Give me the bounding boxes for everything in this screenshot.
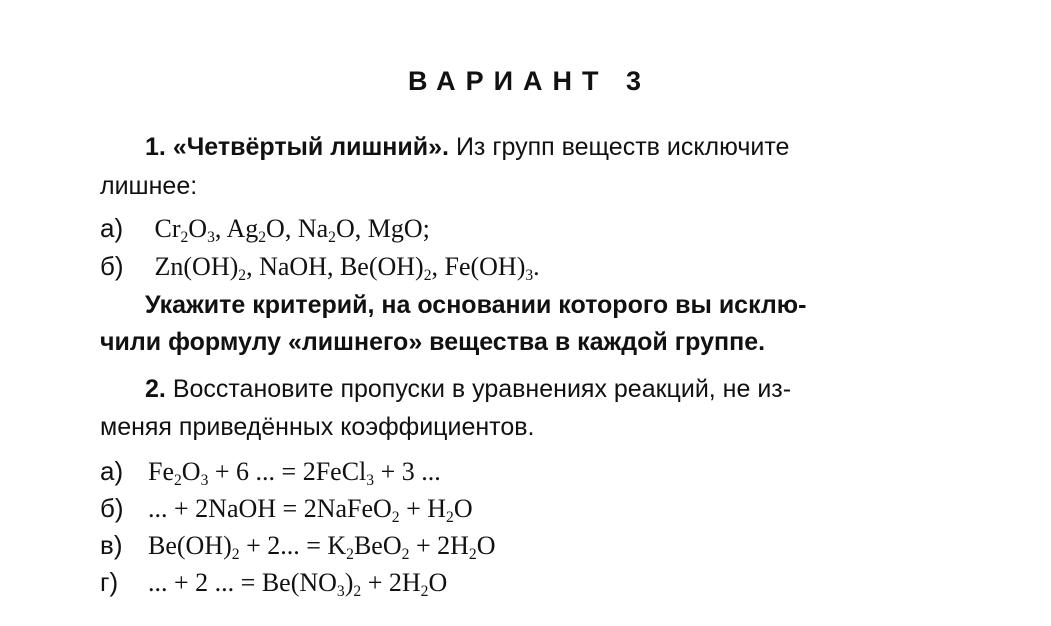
formula-text: , <box>284 214 298 243</box>
task2-instruction: Восстановите пропуски в уравнениях реакций, не из- <box>172 375 792 403</box>
equation-formula <box>148 457 441 489</box>
subscript: 3 <box>336 583 345 600</box>
formula-text: ; <box>422 214 430 243</box>
formula-text: O <box>266 214 285 243</box>
item-a-label: а) <box>100 213 124 243</box>
task2-line2: меняя приведённых коэффициентов. <box>100 413 535 441</box>
formula-text: , <box>431 252 445 281</box>
subscript: 2 <box>391 509 400 526</box>
formula-text: O <box>476 531 496 560</box>
task1-number: 1. <box>145 133 166 161</box>
equation-formula <box>148 531 496 563</box>
equation-label: г) <box>100 567 119 597</box>
formula-text: Zn(OH) <box>154 252 239 281</box>
formula-text: Be(OH) <box>148 531 232 560</box>
formula-text: NaOH <box>259 252 327 281</box>
subscript: 3 <box>525 267 534 284</box>
subscript: 2 <box>180 229 189 246</box>
subscript: 2 <box>353 583 362 600</box>
formula-text: Ag <box>226 214 259 243</box>
equation-formula <box>148 494 473 526</box>
equation-label: а) <box>100 456 124 486</box>
item-a-formulas <box>154 214 430 246</box>
subscript: 2 <box>346 546 354 563</box>
subscript: 2 <box>328 229 336 246</box>
formula-text: Na <box>297 214 329 243</box>
formula-text: + H <box>399 494 447 523</box>
task1-criterion-line1: Укажите критерий, на основании которого вы исклю- <box>145 291 807 319</box>
formula-text: ... + 2 ... = Be(NO <box>148 568 337 597</box>
subscript: 2 <box>420 583 429 600</box>
equation-formula <box>148 568 448 600</box>
formula-text: Fe(OH) <box>444 252 526 281</box>
formula-text: BeO <box>353 531 402 560</box>
formula-text: O <box>335 214 355 243</box>
subscript: 2 <box>238 267 247 284</box>
formula-text: ... + 2NaOH = 2NaFeO <box>148 494 392 523</box>
item-b-formulas <box>154 252 540 284</box>
task2-number: 2. <box>145 375 166 403</box>
equation-label: б) <box>100 493 124 523</box>
formula-text: , <box>246 252 260 281</box>
formula-text: + 2H <box>361 568 421 597</box>
task2-line1 <box>145 373 791 405</box>
formula-text: + 2H <box>409 531 469 560</box>
equation-item <box>100 455 441 488</box>
subscript: 2 <box>468 546 477 563</box>
formula-text: O <box>453 494 473 523</box>
formula-text: + 2... = K <box>239 531 347 560</box>
formula-text: , <box>326 252 340 281</box>
subscript: 2 <box>231 546 240 563</box>
task1-line2: лишнее: <box>100 172 198 200</box>
item-b-label: б) <box>100 251 124 281</box>
subscript: 2 <box>174 472 182 489</box>
task1-item-a <box>100 212 430 245</box>
formula-text: + 6 ... = 2FeCl <box>208 457 367 486</box>
task1-instruction: Из групп веществ исключите <box>455 133 790 161</box>
subscript: 3 <box>200 472 209 489</box>
formula-text: . <box>533 252 540 281</box>
task1-item-b <box>100 250 540 283</box>
task1-criterion-line2: чили формулу «лишнего» вещества в каждой группе. <box>100 328 766 356</box>
subscript: 2 <box>401 546 410 563</box>
subscript: 2 <box>446 509 454 526</box>
formula-text: , <box>354 214 368 243</box>
formula-text: O <box>188 214 208 243</box>
formula-text: MgO <box>367 214 423 243</box>
equation-item <box>100 529 495 562</box>
formula-text: , <box>214 214 227 243</box>
equation-item <box>100 492 473 525</box>
equation-label: в) <box>100 530 123 560</box>
subscript: 2 <box>258 229 267 246</box>
formula-text: ) <box>344 568 354 597</box>
subscript: 3 <box>366 472 375 489</box>
subscript: 3 <box>207 229 215 246</box>
formula-text: Fe <box>148 457 174 486</box>
formula-text: O <box>428 568 448 597</box>
formula-text: O <box>181 457 201 486</box>
task1-heading: «Четвёртый лишний». <box>172 133 449 161</box>
formula-text: Be(OH) <box>339 252 424 281</box>
task1-line1 <box>145 131 789 163</box>
equation-item <box>100 566 447 599</box>
formula-text: Cr <box>154 214 181 243</box>
subscript: 2 <box>423 267 432 284</box>
variant-title: ВАРИАНТ 3 <box>407 66 652 96</box>
formula-text: + 3 ... <box>374 457 441 486</box>
